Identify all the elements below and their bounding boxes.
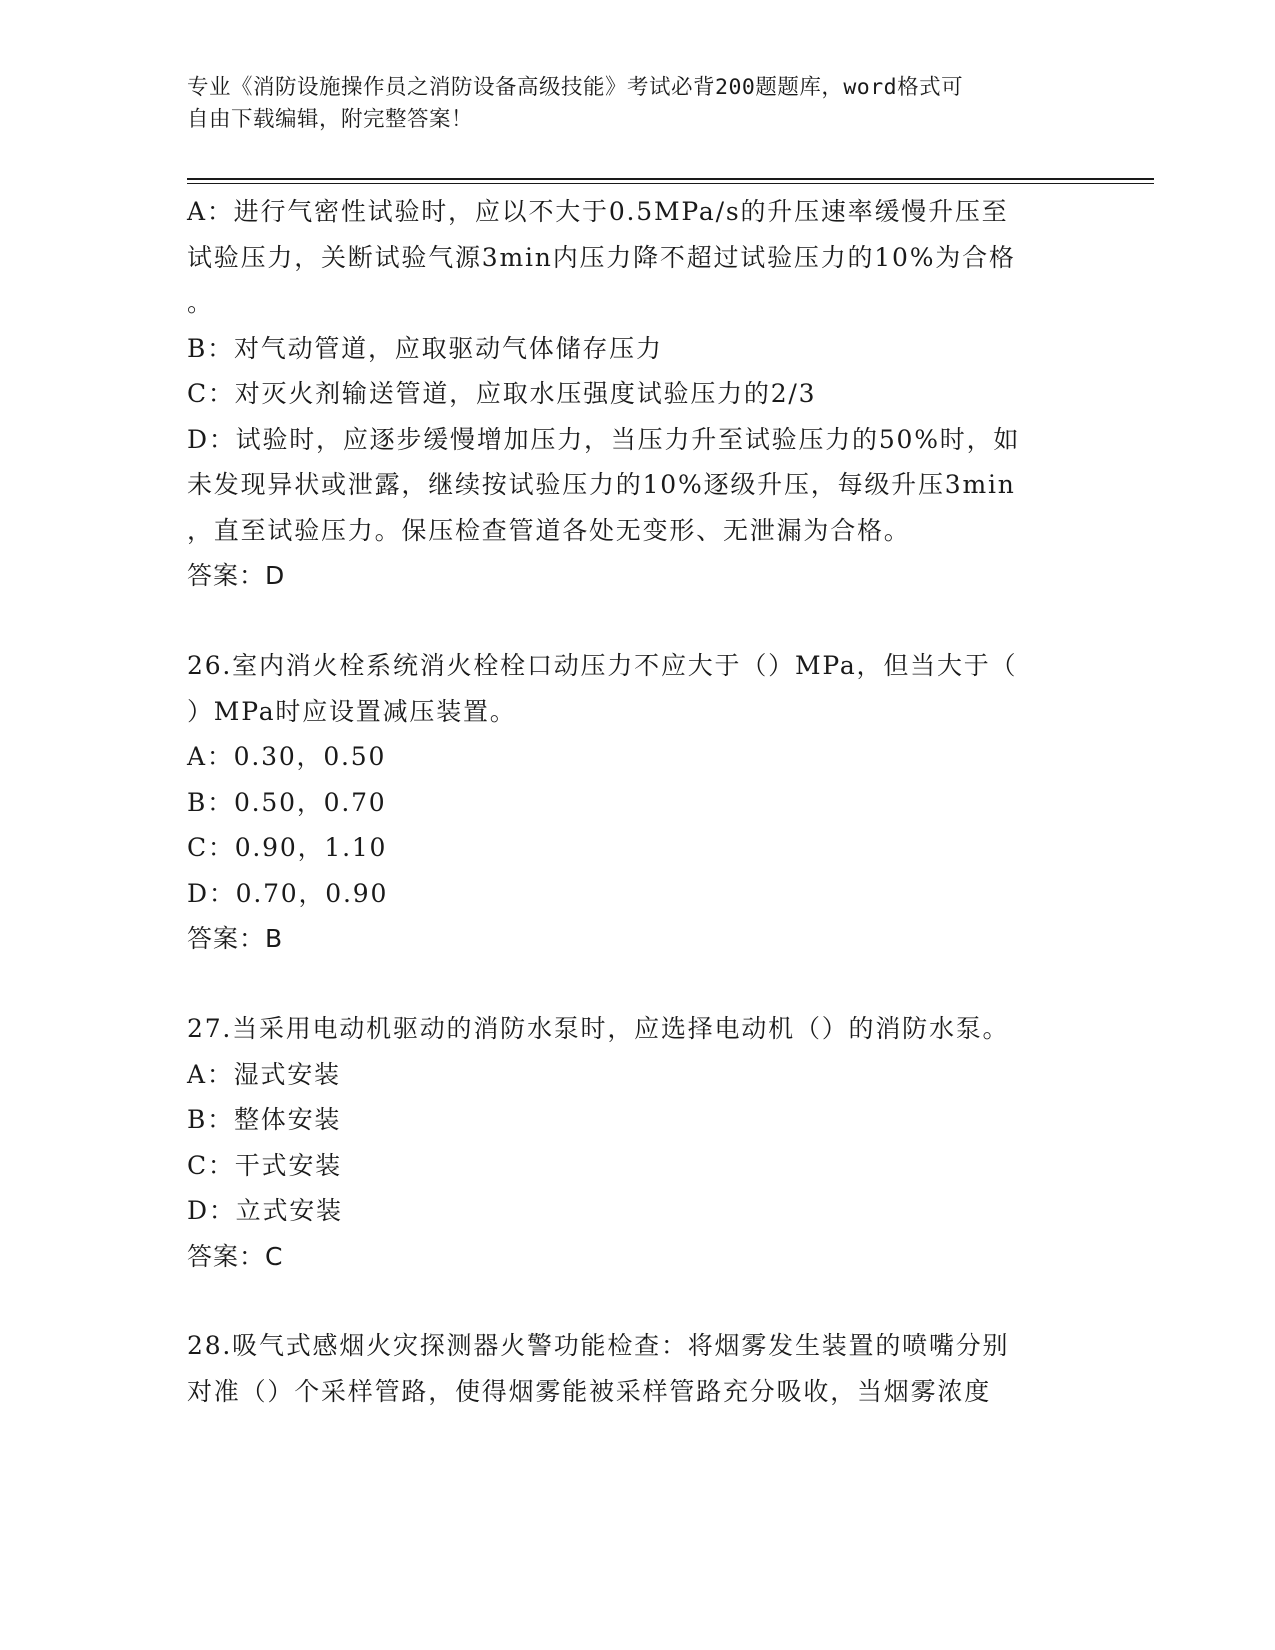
option-d-line-3: ，直至试验压力。保压检查管道各处无变形、无泄漏为合格。: [187, 515, 911, 545]
option-d-line-2: 未发现异状或泄露，继续按试验压力的10%逐级升压，每级升压3min: [187, 470, 1016, 499]
question-27: [187, 1006, 1067, 1279]
document-header: [187, 72, 1067, 136]
answer-26: 答案：B: [187, 924, 284, 953]
question-25-options: [187, 189, 1067, 599]
option-c: C：对灭火剂输送管道，应取水压强度试验压力的2/3: [187, 379, 817, 408]
question-28-stem-line-2: 对准（）个采样管路，使得烟雾能被采样管路充分吸收，当烟雾浓度: [187, 1376, 992, 1406]
option-a: A：湿式安装: [187, 1059, 341, 1089]
option-a-line-3: 。: [187, 288, 214, 317]
option-d: D：0.70，0.90: [187, 878, 389, 908]
option-c: C：0.90，1.10: [187, 833, 388, 862]
option-c: C：干式安装: [187, 1150, 342, 1180]
question-26-stem-line-2: ）MPa时应设置减压装置。: [187, 696, 517, 726]
answer-25: 答案：D: [187, 561, 286, 590]
header-line-2: 自由下载编辑，附完整答案！: [187, 107, 474, 132]
header-divider-thin: [187, 183, 1154, 184]
header-line-1: 专业《消防设施操作员之消防设备高级技能》考试必背200题题库，word格式可: [187, 75, 964, 100]
question-28-stem-line-1: 28.吸气式感烟火灾探测器火警功能检查：将烟雾发生装置的喷嘴分别: [187, 1331, 1010, 1360]
option-a-line-1: A：进行气密性试验时，应以不大于0.5MPa/s的升压速率缓慢升压至: [187, 197, 1009, 226]
answer-27: 答案：C: [187, 1241, 284, 1271]
question-26: [187, 643, 1067, 962]
option-b: B：整体安装: [187, 1105, 342, 1134]
option-a-line-2: 试验压力，关断试验气源3min内压力降不超过试验压力的10%为合格: [187, 242, 1016, 272]
option-b: B：0.50，0.70: [187, 787, 387, 817]
option-a: A：0.30，0.50: [187, 742, 387, 771]
question-27-stem: 27.当采用电动机驱动的消防水泵时，应选择电动机（）的消防水泵。: [187, 1014, 1010, 1043]
option-b: B：对气动管道，应取驱动气体储存压力: [187, 333, 663, 363]
option-d-line-1: D：试验时，应逐步缓慢增加压力，当压力升至试验压力的50%时，如: [187, 424, 1021, 454]
question-28: [187, 1323, 1067, 1414]
header-divider-thick: [187, 178, 1154, 180]
option-d: D：立式安装: [187, 1196, 343, 1225]
question-26-stem-line-1: 26.室内消火栓系统消火栓栓口动压力不应大于（）MPa，但当大于（: [187, 651, 1018, 680]
